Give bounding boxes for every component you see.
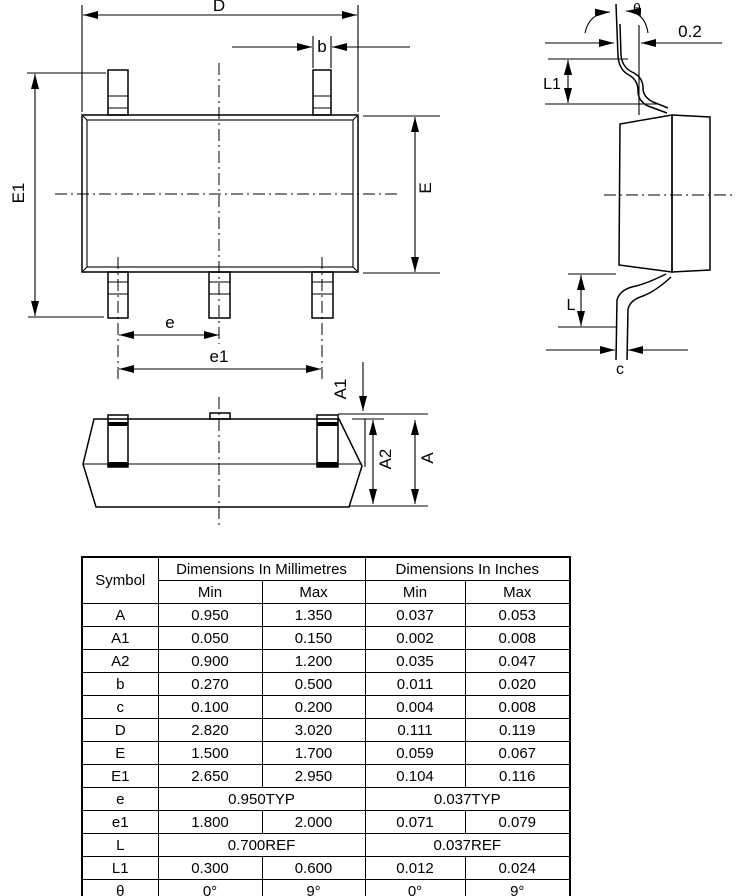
cell-in-min: 0.035 bbox=[365, 650, 465, 673]
dim-label-l: L bbox=[566, 297, 576, 314]
cell-mm-max: 1.700 bbox=[262, 742, 365, 765]
cell-symbol: θ bbox=[82, 880, 158, 896]
dimension-table-wrap bbox=[81, 556, 571, 896]
package-body-front-view bbox=[83, 413, 362, 507]
cell-mm-value: 0.700REF bbox=[158, 834, 365, 857]
dim-label-theta: θ bbox=[633, 0, 641, 16]
cell-in-max: 0.079 bbox=[465, 811, 570, 834]
cell-mm-max: 0.200 bbox=[262, 696, 365, 719]
dim-a1 bbox=[331, 362, 363, 411]
cell-mm-max: 2.000 bbox=[262, 811, 365, 834]
top-view bbox=[9, 0, 440, 411]
cell-in-min: 0.111 bbox=[365, 719, 465, 742]
cell-in-min: 0° bbox=[365, 880, 465, 896]
front-view bbox=[83, 397, 437, 529]
dim-e1-pitch bbox=[119, 347, 321, 369]
cell-symbol: L1 bbox=[82, 857, 158, 880]
cell-in-min: 0.012 bbox=[365, 857, 465, 880]
cell-in-value: 0.037TYP bbox=[365, 788, 570, 811]
cell-mm-max: 0.600 bbox=[262, 857, 365, 880]
cell-symbol: E bbox=[82, 742, 158, 765]
table-row bbox=[82, 765, 570, 788]
table-row bbox=[82, 857, 570, 880]
front-view-pins bbox=[108, 415, 338, 467]
col-header-mm-max: Max bbox=[262, 581, 365, 604]
cell-in-value: 0.037REF bbox=[365, 834, 570, 857]
cell-symbol: e1 bbox=[82, 811, 158, 834]
cell-in-max: 0.116 bbox=[465, 765, 570, 788]
cell-symbol: b bbox=[82, 673, 158, 696]
cell-symbol: c bbox=[82, 696, 158, 719]
dim-l1 bbox=[543, 59, 658, 104]
cell-mm-min: 0° bbox=[158, 880, 262, 896]
cell-mm-min: 1.800 bbox=[158, 811, 262, 834]
dim-label-c: c bbox=[616, 361, 624, 378]
cell-mm-min: 2.650 bbox=[158, 765, 262, 788]
table-row bbox=[82, 742, 570, 765]
cell-symbol: A bbox=[82, 604, 158, 627]
col-header-mm-min: Min bbox=[158, 581, 262, 604]
cell-in-min: 0.071 bbox=[365, 811, 465, 834]
table-header-row-1 bbox=[82, 557, 570, 581]
table-row bbox=[82, 696, 570, 719]
cell-in-max: 0.020 bbox=[465, 673, 570, 696]
cell-mm-min: 0.100 bbox=[158, 696, 262, 719]
dimension-table bbox=[81, 556, 571, 896]
table-row bbox=[82, 719, 570, 742]
cell-mm-min: 0.300 bbox=[158, 857, 262, 880]
dim-label-e-body: E bbox=[416, 182, 435, 194]
cell-in-max: 0.119 bbox=[465, 719, 570, 742]
col-header-symbol: Symbol bbox=[82, 557, 158, 604]
dim-c bbox=[546, 350, 688, 378]
dim-label-b: b bbox=[317, 37, 327, 56]
cell-mm-max: 0.150 bbox=[262, 627, 365, 650]
cell-symbol: A2 bbox=[82, 650, 158, 673]
dim-label-a: A bbox=[418, 452, 437, 464]
cell-mm-min: 0.050 bbox=[158, 627, 262, 650]
col-header-in-min: Min bbox=[365, 581, 465, 604]
dim-label-e1-pitch: e1 bbox=[209, 347, 229, 366]
cell-mm-min: 0.270 bbox=[158, 673, 262, 696]
dim-e-pitch bbox=[119, 313, 219, 335]
table-row bbox=[82, 673, 570, 696]
cell-in-max: 0.024 bbox=[465, 857, 570, 880]
dim-lead-offset bbox=[545, 22, 722, 43]
dim-label-l1: L1 bbox=[543, 76, 561, 93]
dim-label-e1-overall: E1 bbox=[9, 182, 28, 204]
cell-in-min: 0.059 bbox=[365, 742, 465, 765]
cell-mm-min: 2.820 bbox=[158, 719, 262, 742]
lead-side-view bbox=[616, 4, 671, 360]
package-body-side-view bbox=[619, 115, 710, 272]
table-row bbox=[82, 788, 570, 811]
cell-in-max: 0.008 bbox=[465, 696, 570, 719]
cell-mm-max: 9° bbox=[262, 880, 365, 896]
cell-in-max: 9° bbox=[465, 880, 570, 896]
dim-b bbox=[232, 36, 410, 68]
cell-mm-min: 0.950 bbox=[158, 604, 262, 627]
cell-mm-value: 0.950TYP bbox=[158, 788, 365, 811]
cell-in-min: 0.011 bbox=[365, 673, 465, 696]
cell-in-max: 0.053 bbox=[465, 604, 570, 627]
cell-mm-max: 1.200 bbox=[262, 650, 365, 673]
col-header-in-max: Max bbox=[465, 581, 570, 604]
bottom-pins bbox=[108, 272, 333, 318]
cell-mm-min: 0.900 bbox=[158, 650, 262, 673]
cell-in-min: 0.037 bbox=[365, 604, 465, 627]
cell-symbol: L bbox=[82, 834, 158, 857]
table-row bbox=[82, 834, 570, 857]
table-row bbox=[82, 604, 570, 627]
col-header-inches: Dimensions In Inches bbox=[365, 557, 570, 581]
cell-symbol: A1 bbox=[82, 627, 158, 650]
cell-in-min: 0.104 bbox=[365, 765, 465, 788]
cell-in-max: 0.067 bbox=[465, 742, 570, 765]
table-row bbox=[82, 880, 570, 896]
cell-mm-max: 0.500 bbox=[262, 673, 365, 696]
cell-mm-max: 1.350 bbox=[262, 604, 365, 627]
dim-label-d: D bbox=[212, 0, 226, 15]
side-view bbox=[543, 0, 734, 378]
dim-label-lead-offset: 0.2 bbox=[678, 22, 702, 41]
dim-d bbox=[82, 0, 358, 112]
cell-mm-max: 2.950 bbox=[262, 765, 365, 788]
cell-mm-max: 3.020 bbox=[262, 719, 365, 742]
cell-symbol: e bbox=[82, 788, 158, 811]
col-header-mm: Dimensions In Millimetres bbox=[158, 557, 365, 581]
cell-mm-min: 1.500 bbox=[158, 742, 262, 765]
cell-in-min: 0.004 bbox=[365, 696, 465, 719]
dim-e1-overall bbox=[9, 73, 106, 317]
dim-l bbox=[558, 274, 616, 327]
table-row bbox=[82, 811, 570, 834]
cell-in-max: 0.047 bbox=[465, 650, 570, 673]
dim-label-e-pitch: e bbox=[165, 313, 175, 332]
cell-symbol: D bbox=[82, 719, 158, 742]
cell-in-min: 0.002 bbox=[365, 627, 465, 650]
dim-label-a2: A2 bbox=[376, 448, 395, 470]
cell-symbol: E1 bbox=[82, 765, 158, 788]
cell-in-max: 0.008 bbox=[465, 627, 570, 650]
table-row bbox=[82, 650, 570, 673]
table-row bbox=[82, 627, 570, 650]
dim-label-a1: A1 bbox=[331, 378, 350, 400]
